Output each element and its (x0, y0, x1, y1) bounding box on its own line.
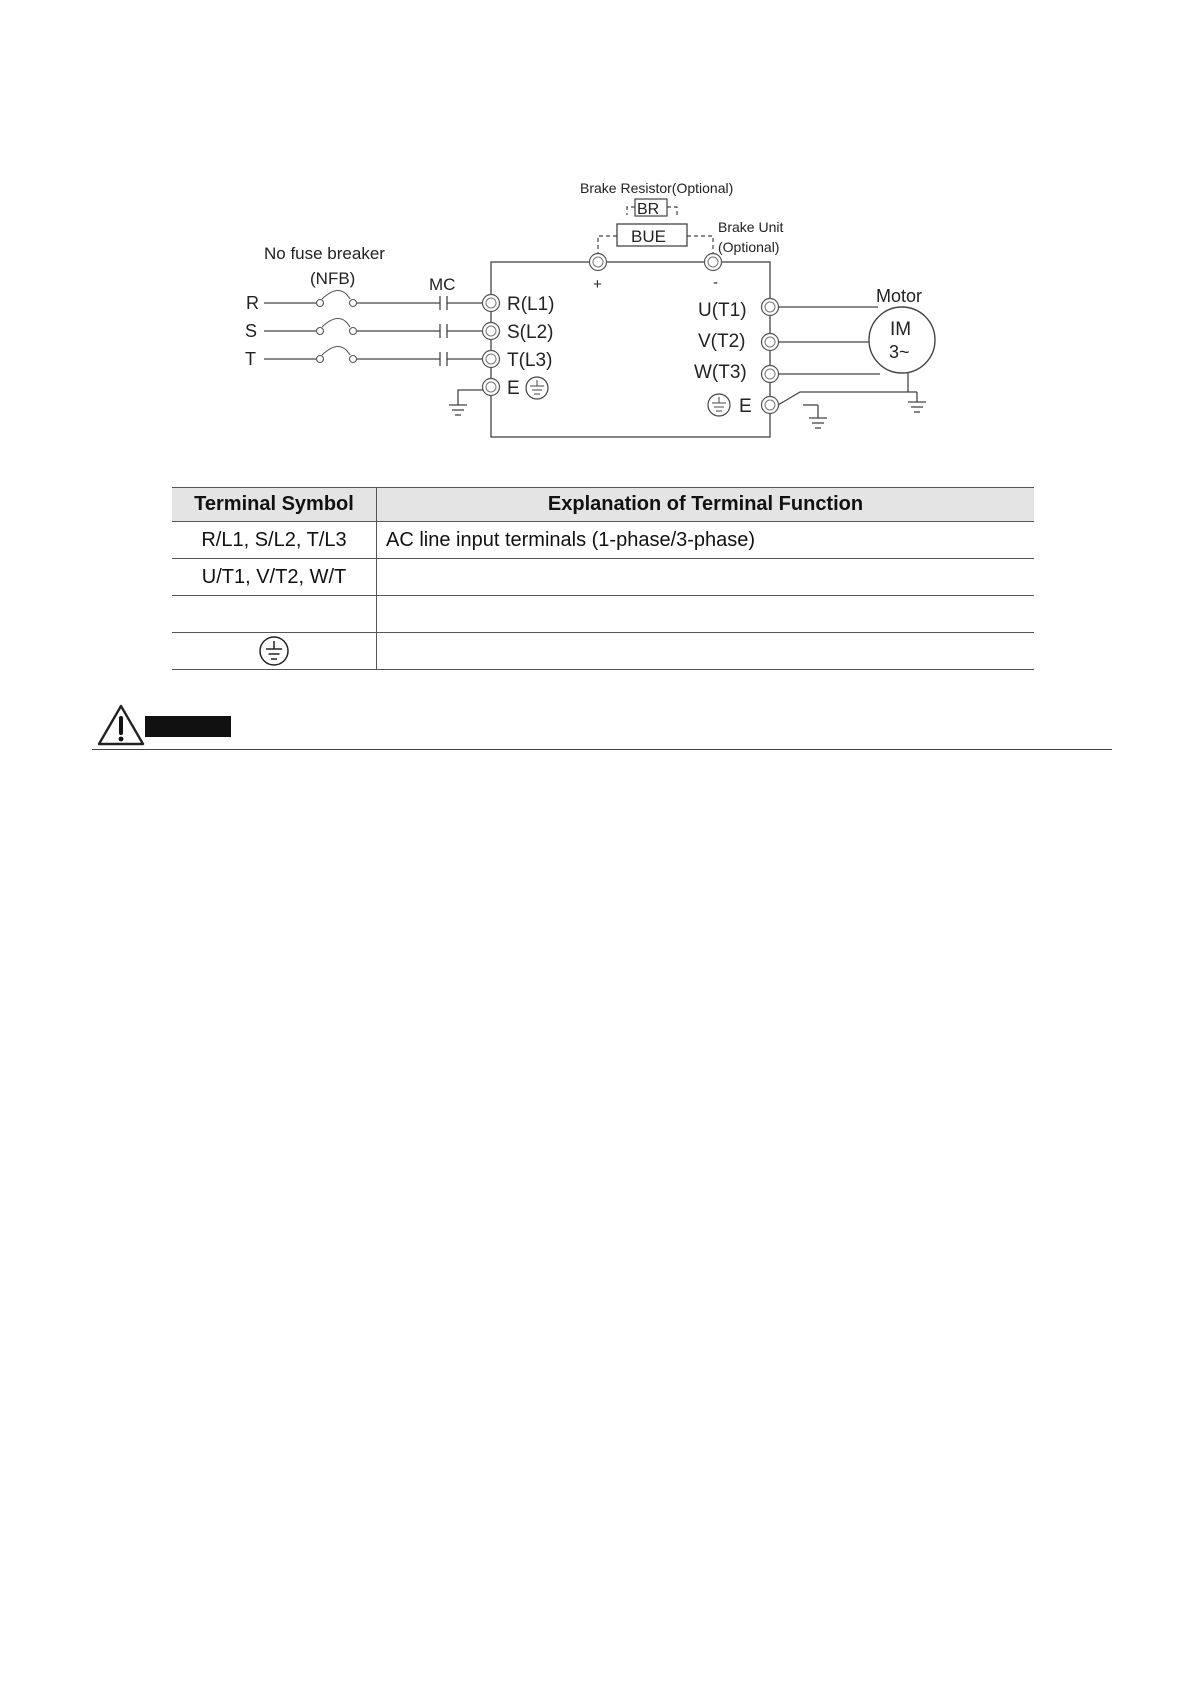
terminal-s-label: S(L2) (507, 322, 554, 343)
terminal-function-cell (377, 596, 1035, 633)
input-line-s (264, 319, 483, 339)
ground-symbol-input (449, 390, 483, 415)
terminal-function-cell: AC line input terminals (1-phase/3-phase) (377, 522, 1035, 559)
terminal-v-screw (762, 334, 779, 351)
terminal-w-label: W(T3) (694, 362, 747, 383)
table-row (172, 596, 1034, 633)
nfb-abbr-label: (NFB) (310, 269, 356, 288)
motor-im-label: IM (890, 319, 912, 340)
nfb-label: No fuse breaker (264, 244, 385, 263)
dc-plus-terminal (590, 254, 607, 271)
terminal-u-label: U(T1) (698, 300, 747, 321)
terminal-r-label: R(L1) (507, 294, 555, 315)
terminal-symbol-cell: R/L1, S/L2, T/L3 (172, 522, 377, 559)
input-line-t (264, 347, 483, 367)
table-header-row (172, 488, 1034, 522)
warning-label (145, 716, 231, 737)
ground-icon-output-terminal (708, 394, 730, 416)
section-divider (92, 749, 1112, 750)
wiring-diagram (0, 0, 1190, 470)
terminal-t-label: T(L3) (507, 350, 553, 371)
terminal-w-screw (762, 366, 779, 383)
terminal-t-screw (483, 351, 500, 368)
br-label: BR (637, 201, 660, 218)
table-row (172, 633, 1034, 670)
terminal-v-label: V(T2) (698, 331, 746, 352)
mc-label: MC (429, 275, 456, 294)
header-terminal-symbol: Terminal Symbol (172, 488, 377, 522)
brake-unit-label: Brake Unit (718, 219, 784, 235)
input-phase-s: S (245, 321, 258, 341)
terminal-function-table (172, 487, 1034, 670)
table-row (172, 522, 1034, 559)
terminal-function-cell (377, 559, 1035, 596)
terminal-function-cell (377, 633, 1035, 670)
terminal-e-output-label: E (739, 396, 752, 417)
input-phase-r: R (246, 293, 259, 313)
header-terminal-function: Explanation of Terminal Function (377, 488, 1035, 522)
output-ground-wiring (778, 392, 908, 428)
terminal-e-input-label: E (507, 378, 520, 399)
bue-label: BUE (631, 227, 666, 246)
terminal-u-screw (762, 299, 779, 316)
terminal-e-output-screw (762, 397, 779, 414)
brake-resistor-label: Brake Resistor(Optional) (580, 180, 734, 196)
dc-minus-terminal (705, 254, 722, 271)
table-row (172, 559, 1034, 596)
terminal-symbol-cell (172, 596, 377, 633)
motor-symbol (869, 307, 935, 373)
motor-ground-symbol (908, 373, 926, 412)
terminal-symbol-cell (172, 633, 377, 670)
terminal-r-screw (483, 295, 500, 312)
ground-icon (258, 635, 290, 667)
brake-unit-optional-label: (Optional) (718, 239, 780, 255)
terminal-s-screw (483, 323, 500, 340)
terminal-e-input-screw (483, 379, 500, 396)
dc-minus-label: - (713, 274, 718, 291)
motor-phase-label: 3~ (889, 342, 910, 362)
terminal-symbol-cell: U/T1, V/T2, W/T (172, 559, 377, 596)
dc-plus-label: + (593, 276, 602, 293)
motor-label: Motor (876, 286, 923, 306)
ground-icon-input-terminal (526, 377, 548, 399)
input-phase-t: T (245, 349, 256, 369)
warning-triangle-icon (97, 703, 145, 747)
